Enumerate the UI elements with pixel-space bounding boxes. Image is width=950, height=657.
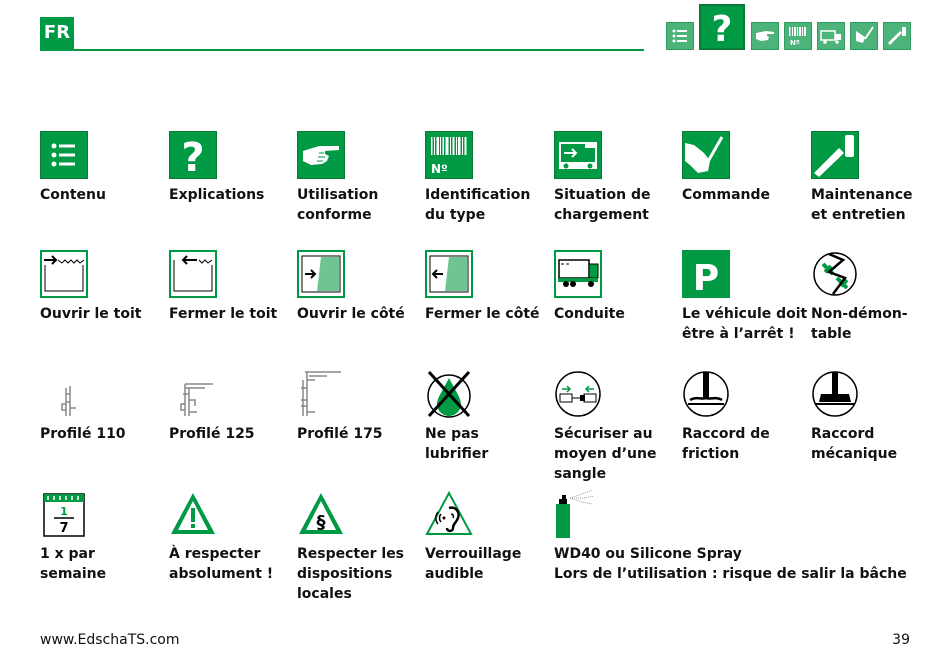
item-label: Profilé 125 — [169, 426, 255, 442]
item-explications — [169, 131, 294, 205]
hand-pointing-icon — [297, 131, 345, 179]
svg-text:?: ? — [711, 9, 733, 48]
strap-icon — [554, 370, 602, 418]
footer-url[interactable]: www.EdschaTS.com — [40, 632, 180, 648]
item-profile-175 — [297, 370, 422, 444]
item-fermer-toit — [169, 250, 294, 324]
item-label: À respecter absolument ! — [169, 546, 274, 582]
nav-operation[interactable] — [850, 22, 878, 50]
item-situation — [554, 131, 679, 225]
svg-text:P: P — [692, 258, 720, 298]
svg-text:Nº: Nº — [790, 39, 800, 47]
item-label: Utilisation conforme — [297, 187, 379, 223]
profile-110-icon — [40, 370, 88, 418]
truck-driving-icon — [554, 250, 602, 298]
item-contenu — [40, 131, 165, 205]
item-raccord-friction — [682, 370, 807, 464]
profile-125-icon — [169, 370, 217, 418]
no-wrench-icon — [811, 250, 859, 298]
item-label: Le véhicule doit être à l’arrêt ! — [682, 306, 808, 342]
header-rule — [40, 49, 644, 51]
item-label: Profilé 175 — [297, 426, 383, 442]
item-ne-pas-lubrifier — [425, 370, 550, 464]
item-label: Identification du type — [425, 187, 531, 223]
item-label: Non-démon- table — [811, 306, 908, 342]
paragraph-warning-icon — [297, 490, 345, 538]
svg-text:Nº: Nº — [431, 162, 448, 176]
item-conduite — [554, 250, 679, 324]
item-ouvrir-cote — [297, 250, 422, 324]
item-label: Situation de chargement — [554, 187, 651, 223]
nav-type-id[interactable] — [784, 22, 812, 50]
item-wd40 — [554, 490, 907, 584]
item-dispositions — [297, 490, 422, 604]
item-profile-125 — [169, 370, 294, 444]
item-securiser-sangle — [554, 370, 679, 484]
nav-contents[interactable] — [666, 22, 694, 50]
item-label: Respecter les dispositions locales — [297, 546, 405, 602]
item-profile-110 — [40, 370, 165, 444]
item-label: Ouvrir le côté — [297, 306, 405, 322]
item-label: Raccord mécanique — [811, 426, 898, 462]
item-a-respecter — [169, 490, 294, 584]
item-maintenance — [811, 131, 936, 225]
item-fermer-cote — [425, 250, 550, 324]
warning-icon — [169, 490, 217, 538]
spray-can-icon — [554, 490, 602, 538]
question-icon — [169, 131, 217, 179]
item-label: Verrouillage audible — [425, 546, 522, 582]
calendar-numerator: 1 — [60, 505, 68, 518]
friction-joint-icon — [682, 370, 730, 418]
item-verrouillage — [425, 490, 550, 584]
item-label: Fermer le toit — [169, 306, 278, 322]
hand-pen-icon — [682, 131, 730, 179]
close-roof-icon — [169, 250, 217, 298]
item-vehicule-arret — [682, 250, 807, 344]
item-label: Maintenance et entretien — [811, 187, 913, 223]
item-label: Raccord de friction — [682, 426, 770, 462]
nav-maintenance[interactable] — [883, 22, 911, 50]
hand-pointing-icon — [752, 23, 778, 49]
barcode-icon — [425, 131, 473, 179]
item-par-semaine — [40, 490, 165, 584]
item-utilisation — [297, 131, 422, 225]
item-label: Conduite — [554, 306, 625, 322]
item-label: Sécuriser au moyen d’une sangle — [554, 426, 657, 482]
close-side-icon — [425, 250, 473, 298]
maintenance-icon — [884, 23, 910, 49]
calendar-icon — [40, 490, 88, 538]
open-side-icon — [297, 250, 345, 298]
top-navigation — [666, 0, 916, 56]
item-label: Commande — [682, 187, 770, 203]
nav-explanations[interactable] — [699, 4, 745, 50]
question-icon — [701, 6, 743, 48]
item-non-demontable — [811, 250, 936, 344]
list-icon — [40, 131, 88, 179]
barcode-icon — [785, 23, 811, 49]
ear-icon — [425, 490, 473, 538]
item-raccord-mecanique — [811, 370, 936, 464]
maintenance-icon — [811, 131, 859, 179]
calendar-denominator: 7 — [59, 521, 69, 536]
item-label: Ouvrir le toit — [40, 306, 142, 322]
truck-load-icon — [818, 23, 844, 49]
item-commande — [682, 131, 807, 205]
item-label: Explications — [169, 187, 265, 203]
list-icon — [667, 23, 693, 49]
svg-text:§: § — [316, 512, 326, 533]
item-label: Fermer le côté — [425, 306, 540, 322]
open-roof-icon — [40, 250, 88, 298]
truck-load-icon — [554, 131, 602, 179]
item-ouvrir-toit — [40, 250, 165, 324]
item-label: WD40 ou Silicone Spray Lors de l’utilisation : risque de salir la bâche — [554, 546, 907, 582]
hand-pen-icon — [851, 23, 877, 49]
lang-badge: FR — [40, 17, 74, 49]
item-identification — [425, 131, 550, 225]
page-number: 39 — [892, 632, 910, 648]
nav-loading[interactable] — [817, 22, 845, 50]
item-label: 1 x par semaine — [40, 546, 107, 582]
nav-intended-use[interactable] — [751, 22, 779, 50]
mechanical-joint-icon — [811, 370, 859, 418]
item-label: Profilé 110 — [40, 426, 126, 442]
parking-icon — [682, 250, 730, 298]
svg-text:?: ? — [181, 135, 205, 179]
item-label: Contenu — [40, 187, 106, 203]
no-lubricate-icon — [425, 370, 473, 418]
profile-175-icon — [297, 370, 345, 418]
item-label: Ne pas lubrifier — [425, 426, 489, 462]
